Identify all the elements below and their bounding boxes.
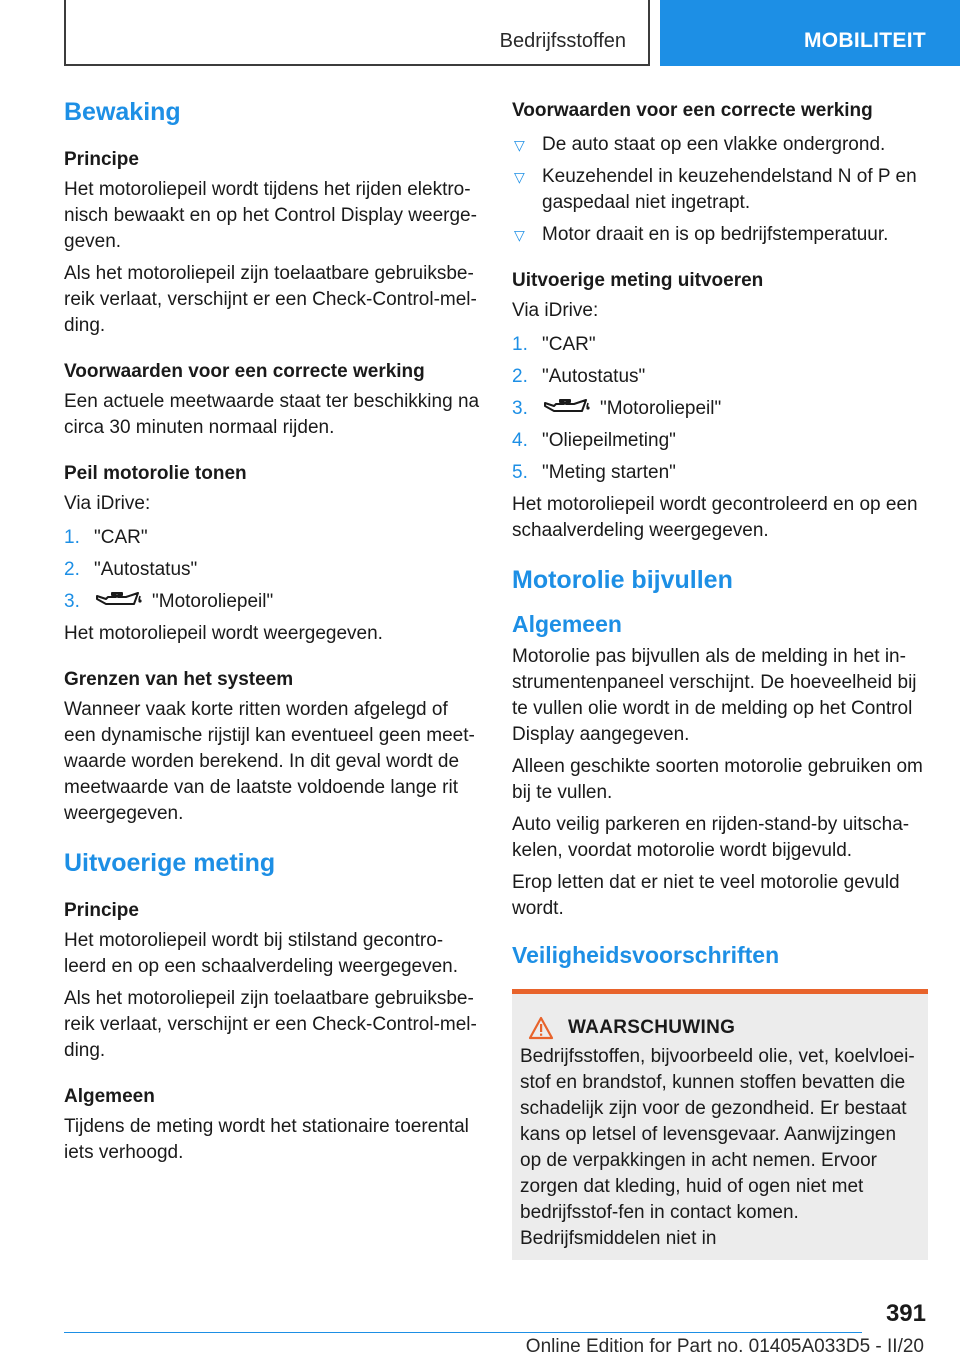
step-text: "CAR"	[542, 334, 596, 355]
paragraph: Tijdens de meting wordt het stationaire toerental iets verhoogd.	[64, 1116, 469, 1163]
paragraph: Het motoroliepeil wordt bij stilstand gecontro-leerd en op een schaalverdeling weergegeven.	[64, 930, 458, 977]
heading-motorolie-bijvullen: Motorolie bijvullen	[512, 566, 733, 594]
heading-veiligheidsvoorschriften: Veiligheidsvoorschriften	[512, 942, 780, 968]
step-text: "Autostatus"	[542, 366, 646, 387]
paragraph: Via iDrive:	[64, 493, 151, 514]
paragraph: Alleen geschikte soorten motorolie gebruiken om bij te vullen.	[512, 756, 923, 803]
heading-uitvoerige-meting: Uitvoerige meting	[64, 849, 276, 877]
paragraph: Het motoroliepeil wordt weergegeven.	[64, 623, 383, 644]
bullet-triangle-icon: ▽	[514, 169, 525, 185]
list-item	[512, 332, 928, 358]
step-text: "CAR"	[94, 527, 148, 548]
step-text: "Autostatus"	[94, 559, 198, 580]
footer-divider	[64, 1332, 862, 1333]
header-section-title: Bedrijfsstoffen	[499, 30, 626, 52]
list-item	[512, 428, 928, 454]
paragraph: Als het motoroliepeil zijn toelaatbare gebruiksbe-reik verlaat, verschijnt er een Check-Control-mel-ding.	[64, 988, 477, 1061]
step-text: "Oliepeilmeting"	[542, 430, 676, 451]
heading-bewaking: Bewaking	[64, 98, 181, 126]
oil-can-icon	[94, 590, 144, 610]
step-number: 1.	[64, 527, 80, 548]
item-text: De auto staat op een vlakke ondergrond.	[542, 134, 886, 155]
step-number: 3.	[64, 591, 80, 612]
item-text: Keuzehendel in keuzehendelstand N of P en gaspedaal niet ingetrapt.	[542, 166, 917, 213]
warning-header	[520, 1016, 920, 1040]
list-item	[512, 460, 928, 486]
list-item	[64, 589, 482, 615]
bullet-triangle-icon: ▽	[514, 137, 525, 153]
subheading-voorwaarden: Voorwaarden voor een correcte werking	[64, 361, 425, 382]
header-section-box	[64, 0, 650, 66]
warning-box	[512, 989, 928, 1260]
paragraph: Motorolie pas bijvullen als de melding in het in-strumentenpaneel verschijnt. De hoeveelheid bij te vullen olie wordt in de melding op het Control Display aangegeven.	[512, 646, 917, 745]
list-item	[512, 396, 928, 422]
item-text: Motor draait en is op bedrijfstemperatuur.	[542, 224, 889, 245]
list-item	[512, 164, 928, 216]
subheading-uitvoerige-meting: Uitvoerige meting uitvoeren	[512, 270, 764, 291]
conditions-list	[512, 132, 928, 248]
heading-algemeen: Algemeen	[512, 611, 622, 637]
warning-title: WAARSCHUWING	[568, 1017, 736, 1038]
step-number: 3.	[512, 398, 528, 419]
footer-edition: Online Edition for Part no. 01405A033D5 - II/20	[525, 1336, 924, 1357]
paragraph: Wanneer vaak korte ritten worden afgelegd of een dynamische rijstijl kan eventueel geen meet-waarde worden berekend. In dit geval wordt de meetwaarde van de laatste voldoende lange rit weergegeven.	[64, 699, 475, 824]
paragraph: Via iDrive:	[512, 300, 599, 321]
warning-triangle-icon	[528, 1016, 554, 1040]
page-number: 391	[885, 1300, 926, 1327]
paragraph: Het motoroliepeil wordt gecontroleerd en op een schaalverdeling weergegeven.	[512, 494, 918, 541]
bullet-triangle-icon: ▽	[514, 227, 525, 243]
step-number: 5.	[512, 462, 528, 483]
step-number: 4.	[512, 430, 528, 451]
right-column	[512, 98, 928, 1260]
paragraph: Het motoroliepeil wordt tijdens het rijden elektro-nisch bewaakt en op het Control Display weerge-geven.	[64, 179, 477, 252]
step-text: "Motoroliepeil"	[152, 591, 274, 612]
steps-list	[64, 525, 482, 615]
list-item	[512, 132, 928, 158]
subheading-principe: Principe	[64, 149, 139, 170]
step-text: "Meting starten"	[542, 462, 676, 483]
subheading-algemeen: Algemeen	[64, 1086, 155, 1107]
paragraph: Erop letten dat er niet te veel motorolie gevuld wordt.	[512, 872, 900, 919]
subheading-voorwaarden: Voorwaarden voor een correcte werking	[512, 100, 873, 121]
list-item	[512, 364, 928, 390]
paragraph: Als het motoroliepeil zijn toelaatbare gebruiksbe-reik verlaat, verschijnt er een Check-Control-mel-ding.	[64, 263, 477, 336]
paragraph: Een actuele meetwaarde staat ter beschikking na circa 30 minuten normaal rijden.	[64, 391, 480, 438]
left-column	[64, 98, 482, 1172]
steps-list	[512, 332, 928, 486]
step-number: 1.	[512, 334, 528, 355]
step-number: 2.	[512, 366, 528, 387]
header-chapter-title: MOBILITEIT	[804, 29, 926, 52]
step-number: 2.	[64, 559, 80, 580]
paragraph: Auto veilig parkeren en rijden-stand-by uitscha-kelen, voordat motorolie wordt bijgevuld.	[512, 814, 910, 861]
warning-text: Bedrijfsstoffen, bijvoorbeeld olie, vet, koelvloei-stof en brandstof, kunnen stoffen bevatten die schadelijk zijn voor de gezondheid. Er bestaat kans op letsel of levensgevaar. Aanwijzingen op de verpakkingen in acht nemen. Ervoor zorgen dat kleding, huid of ogen niet met bedrijfsstof-fen in contact komen. Bedrijfsmiddelen niet in	[520, 1046, 915, 1249]
header-chapter-tab	[660, 0, 960, 66]
subheading-peil-tonen: Peil motorolie tonen	[64, 463, 247, 484]
subheading-grenzen: Grenzen van het systeem	[64, 669, 294, 690]
list-item	[64, 557, 482, 583]
list-item	[512, 222, 928, 248]
list-item	[64, 525, 482, 551]
oil-can-icon	[542, 397, 592, 417]
step-text: "Motoroliepeil"	[600, 398, 722, 419]
subheading-principe: Principe	[64, 900, 139, 921]
